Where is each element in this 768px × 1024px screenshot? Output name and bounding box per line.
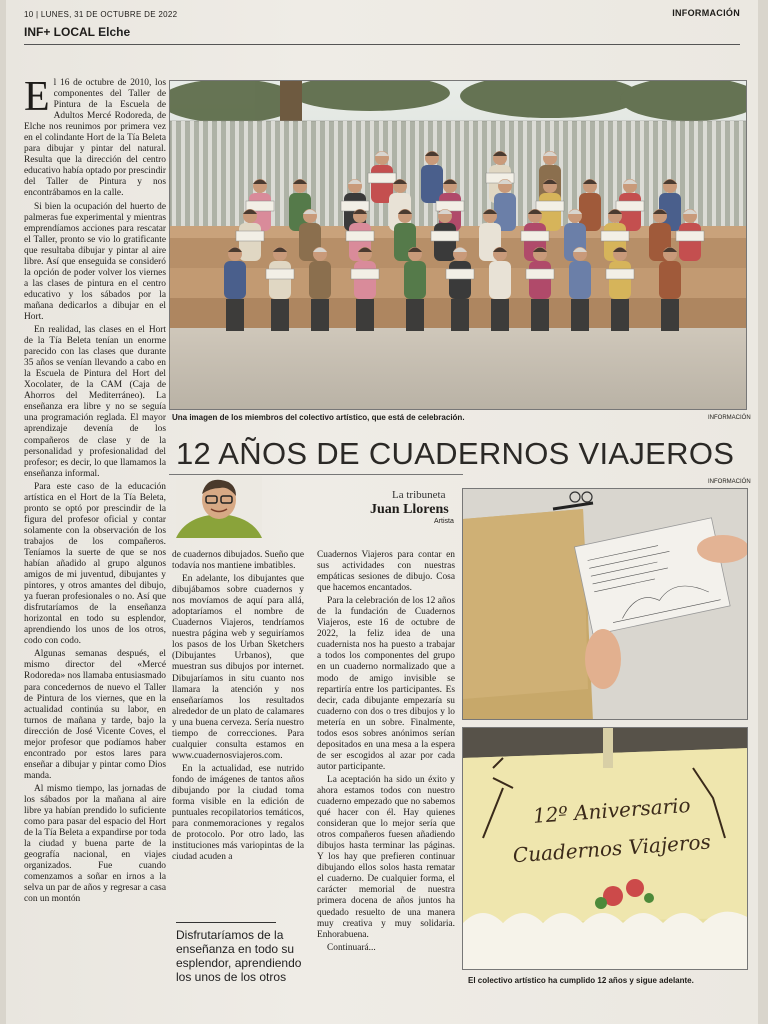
article-paragraph: El 16 de octubre de 2010, los componentes del Taller de Pintura de la Escuela de Adultos Mercé Rodoreda, de Elche nos reunimos por primera vez en el colindante Hort de la Tía Beleta para dibujar y pintar del natural. Resulta que la dirección del centro educativo había optado por prescindir del Taller de Pintura y nos encontrábamos en la calle. bbox=[24, 74, 166, 199]
fence-bar bbox=[226, 121, 230, 226]
fence-bar bbox=[190, 121, 194, 226]
cake-photo bbox=[462, 727, 748, 970]
article-paragraph: En realidad, las clases en el Hort de la Tía Beleta tenían un enorme parecido con las clases que durante 35 años se venían llevando a cabo en la Escuela de Pintura del Hort del Xocolater, de la CAM (Caja de Ahorros del Mediterráneo). La enseñanza era libre y no se seguía una programación reglada. El mayor aprendizaje devenía de los compañeros de clase y de la personalidad y profesionalidad del profesor; es decir, lo que llamamos la enseñanza informal. bbox=[24, 325, 166, 479]
fence-bar bbox=[478, 121, 482, 226]
fence-bar bbox=[694, 121, 698, 226]
article-paragraph: En adelante, los dibujantes que dibujábamos sobre cuadernos y nos movíamos de aquí para allá, adoptaríamos el nombre de Cuadernos Viajeros, tendríamos nuestra página web y seguiríamos los pasos de los Urban Sketchers (Dibujantes Urbanos), que muestran sus dibujos por internet. Dibujaríamos in situ cuanto nos llamara la atención y nos enseñaríamos los resultados alrededor de un plato de calamares y una buena cerveza. Sería nuestro tiempo de correcciones. Para cualquier consulta estamos en www.cuadernosviajeros.com. bbox=[172, 574, 304, 761]
fence-bar bbox=[334, 121, 338, 226]
section-label bbox=[24, 25, 130, 39]
page-header bbox=[24, 8, 740, 22]
newspaper-name: INFORMACIÓN bbox=[672, 8, 740, 18]
article-column-2 bbox=[172, 550, 304, 865]
fence-bar bbox=[217, 121, 221, 226]
article-paragraph: Para este caso de la educación artística en el Hort de la Tía Beleta, pronto se optó por prescindir de la figura del profesor oficial y contar solamente con la observación de los trabajos de los compañeros. Teníamos la suerte de que se nos habían añadido al grupo algunos amigos de mi juventud, dibujantes y pintores, y otros amantes del dibujo, ya fueran profesionales o no. Así que disfrutaríamos de la enseñanza horizontal en todo su esplendor, aprendiendo los unos de los otros, codo con codo. bbox=[24, 481, 166, 647]
section-city: Elche bbox=[98, 25, 131, 39]
sketchbook-photo bbox=[462, 488, 748, 720]
group-photo bbox=[169, 80, 747, 410]
article-paragraph: Para la celebración de los 12 años de la fundación de Cuadernos Viajeros, este 16 de octubre de 2022, la feliz idea de una cuadernista nos ha puesto a trabajar a todos los componentes del grupo en un cuaderno normalizado que a modo de amigo invisible se repartiría entre los participantes. Es decir, cada dibujante empezaría su cuaderno con dos o tres dibujos y lo metería en un sobre. Finalmente, todos esos sobres anónimos serían depositados en una mesa a la espera de ser escogidos al azar por cada autor participante. bbox=[317, 596, 455, 772]
pullquote-rule bbox=[176, 922, 276, 923]
article-paragraph: de cuadernos dibujados. Sueño que todavía nos mantiene imbatibles. bbox=[172, 550, 305, 572]
fence-bar bbox=[703, 121, 707, 226]
article-paragraph: En la actualidad, ese nutrido fondo de imágenes de tantos años dibujando por la ciudad toma forma visible en la edición de puntuales recopilatorios temáticos, para conmemoraciones y regalos de protocolo. Por otro lado, las instituciones más variopintas de la ciudad acuden a bbox=[172, 763, 304, 863]
fence-bar bbox=[712, 121, 716, 226]
article-column-1 bbox=[24, 74, 166, 907]
article-paragraph: Cuadernos Viajeros para contar en sus actividades con nuestras empáticas sesiones de dibujo. Cosa que hacemos encantados. bbox=[317, 550, 455, 594]
column-name: La tribuneta bbox=[392, 489, 446, 501]
photo-credit-2: INFORMACIÓN bbox=[708, 479, 751, 485]
article-column-3 bbox=[317, 550, 455, 956]
fence-bar bbox=[280, 121, 284, 226]
drop-cap: E bbox=[24, 74, 50, 120]
fence-bar bbox=[316, 121, 320, 226]
header-divider bbox=[24, 44, 740, 45]
fence-bar bbox=[730, 121, 734, 226]
fence-bar bbox=[172, 121, 176, 226]
headline-divider bbox=[169, 474, 463, 475]
group-photo-image bbox=[170, 81, 747, 410]
cake-text-line1: 12º Aniversario bbox=[532, 792, 692, 828]
author-name: Juan Llorens bbox=[370, 502, 449, 517]
section-name: INF+ LOCAL bbox=[24, 25, 95, 39]
page-date: 10 | LUNES, 31 DE OCTUBRE DE 2022 bbox=[24, 10, 178, 19]
article-paragraph: La aceptación ha sido un éxito y ahora estamos todos con nuestro cuaderno empezado que no sabemos qué hacer con él. Hay quienes consideran que lo mejor sería que otros compañeros fuesen añadiendo dibujos hasta terminar las páginas. Y los hay que prefieren continuar dibujando ellos solos hasta rematar el cuaderno. De cualquier forma, el carácter memorial de nuestra primera docena de años juntos ha quedado resuelto de una manera muy creativa y muy solidaria. Enhorabuena. bbox=[317, 774, 455, 940]
fence-bar bbox=[181, 121, 185, 226]
fence-bar bbox=[208, 121, 212, 226]
fence-bar bbox=[415, 121, 419, 226]
fence-bar bbox=[604, 121, 608, 226]
photo-caption: Una imagen de los miembros del colectivo artístico, que está de celebración. bbox=[172, 413, 465, 422]
fence-bar bbox=[721, 121, 725, 226]
pull-quote: Disfrutaríamos de la enseñanza en todo su esplendor, aprendiendo los unos de los otros bbox=[176, 928, 302, 984]
article-headline: 12 AÑOS DE CUADERNOS VIAJEROS bbox=[176, 436, 735, 471]
fence-bar bbox=[523, 121, 527, 226]
cake-caption: El colectivo artístico ha cumplido 12 años y sigue adelante. bbox=[468, 976, 694, 985]
author-role: Artista bbox=[434, 518, 454, 525]
fence-bar bbox=[739, 121, 743, 226]
fence-bar bbox=[235, 121, 239, 226]
article-paragraph: Si bien la ocupación del huerto de palmeras fue experimental y mientras emprendíamos acciones para rescatar el Taller, pronto se vio lo gratificante que resultaba dibujar y pintar al aire libre. Así que enseguida se consideró la opción de poder volver los viernes a las clases de pintura en el centro educativo y los sábados por la mañana dedicarlos a dibujar en el Hort. bbox=[24, 201, 166, 322]
article-paragraph: Algunas semanas después, el mismo director del «Mercé Rodoreda» nos llamaba entusiasmado para concedernos de nuevo el Taller de Pintura de los viernes, que en la actualidad continúa su labor, en turnos de mañana y tarde, bajo la dirección de José Vicente Coves, el mejor profesor que podíamos haber encontrado por estos lares para enseñar a dibujar y pintar como Dios manda. bbox=[24, 649, 166, 781]
article-paragraph: Al mismo tiempo, las jornadas de los sábados por la mañana al aire libre ya habían prendido lo suficiente como para pasar del espacio del Hort de la Tía Beleta a expandirse por toda la ciudad y buena parte de la geografía nacional, en viajes organizados. Fue cuando comenzamos a soñar en irnos a la selva un par de años y regresar a casa con un montón bbox=[24, 783, 166, 905]
photo-credit: INFORMACIÓN bbox=[708, 415, 751, 421]
cake-text-line2: Cuadernos Viajeros bbox=[512, 829, 712, 868]
newspaper-page bbox=[6, 0, 758, 1024]
article-paragraph: Continuará... bbox=[327, 942, 376, 953]
fence-bar bbox=[199, 121, 203, 226]
fence-bar bbox=[649, 121, 653, 226]
fence-bar bbox=[469, 121, 473, 226]
fence-bar bbox=[325, 121, 329, 226]
author-portrait bbox=[176, 476, 262, 538]
